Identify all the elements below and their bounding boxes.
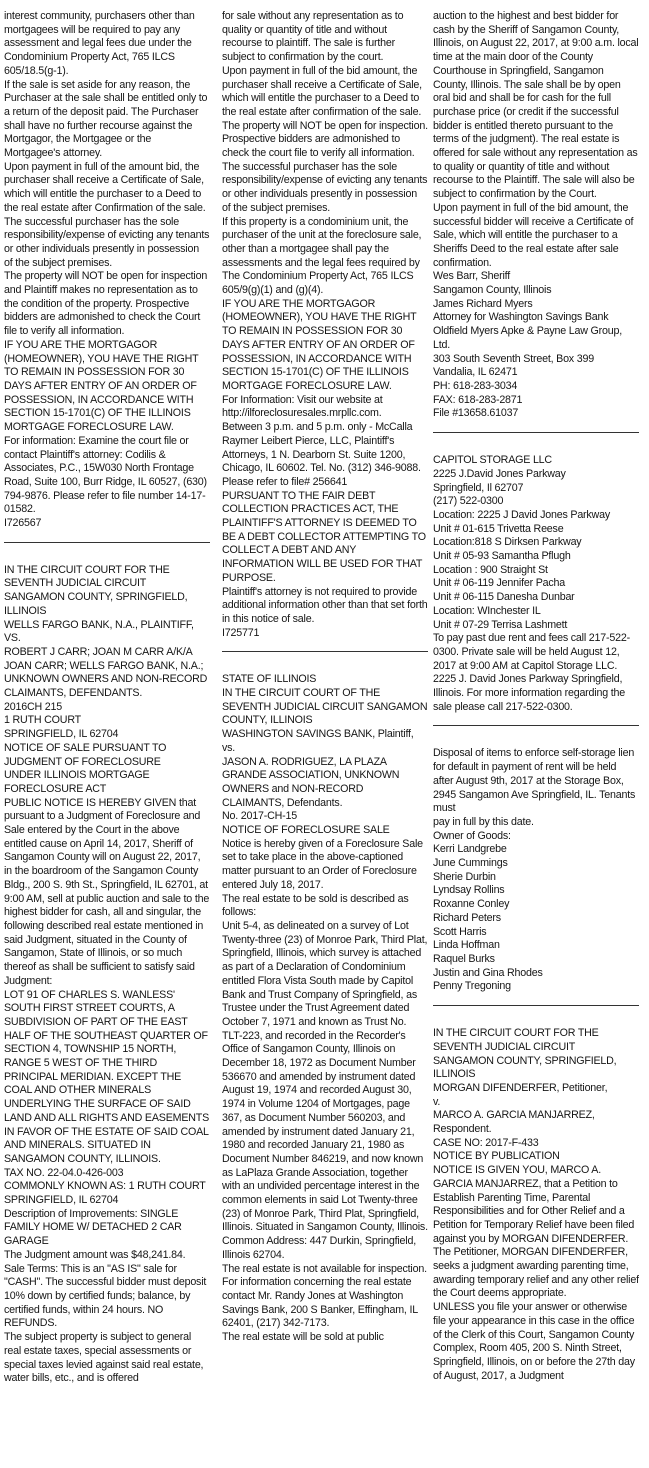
notice-paragraph: Location: WInchester IL [433,604,541,617]
notice-paragraph: Linda Hoffman [433,939,500,952]
notice-paragraph: 1 RUTH COURT [4,714,81,727]
notice-paragraph: PH: 618-283-3034 [433,379,518,392]
notice-paragraph: Kerri Landgrebe [433,843,507,856]
notice-paragraph: Location:818 S Dirksen Parkway [433,536,582,549]
notice-paragraph: NOTICE IS GIVEN YOU, MARCO A. GARCIA MANJARREZ, that a Petition to Establish Parenting Time, Parental Responsibilities and for Other Relief and a Petition for Temporary Relief have been filed against you by MORGAN DIFENDERFER. The Petitioner, MORGAN DIFENDERFER, seeks a judgment awarding parenting time, awarding temporary relief and any other relief the Court deems appropriate. [433,1164,639,1300]
notice-paragraph: Between 3 p.m. and 5 p.m. only - McCalla Raymer Leibert Pierce, LLC, Plaintiff's Attorneys, 1 N. Dearborn St. Suite 1200, Chicago, IL 60602. Tel. No. (312) 346-9088. Please refer to file# 256641 [222,421,421,488]
notice-paragraph: I725771 [222,626,260,639]
column-3 [433,10,639,1468]
notice-paragraph: 303 South Seventh Street, Box 399 [433,352,594,365]
notice-paragraph: Upon payment in full of the bid amount, the successful bidder will receive a Certificate of Sale, which will entitle the purchaser to a Sheriffs Deed to the real estate after sale confirmation. [433,201,634,269]
notice-paragraph: Unit # 07-29 Terrisa Lashmett [433,618,568,631]
legal-notice [4,564,210,1386]
notice-paragraph: IF YOU ARE THE MORTGAGOR (HOMEOWNER), YOU HAVE THE RIGHT TO REMAIN IN POSSESSION FOR 30 DAYS AFTER ENTRY OF AN ORDER OF POSSESSION, IN ACCORDANCE WITH SECTION 15-1701(C) OF THE ILLINOIS MORTGAGE FORECLOSURE LAW. [4,338,199,434]
notice-paragraph: Unit 5-4, as delineated on a survey of Lot Twenty-three (23) of Monroe Park, Third Plat, Springfield, Illinois, which survey is attached as part of a Declaration of Condominium entitled Flora Vista South made by Capitol Bank and Trust Company of Springfield, as Trustee under the Trust Agreement dated October 7, 1971 and known as Trust No. TLT-223, and recorded in the Recorder's Office of Sangamon County, Illinois on December 18, 1972 as Document Number 536670 and amended by instrument dated August 19, 1974 and recorded August 30, 1974 in Volume 1204 of Mortgages, page 367, as Document Number 560203, and amended by instrument dated January 21, 1980 and recorded January 21, 1980 as Document Number 846219, and now known as LaPlaza Grande Association, together with an undivided percentage interest in the common elements in said Lot Twenty-three (23) of Monroe Park, Third Plat, Springfield, Illinois. Situated in Sangamon County, Illinois. [222,920,428,1234]
notice-paragraph: COMMONLY KNOWN AS: 1 RUTH COURT SPRINGFIELD, IL 62704 [4,1180,206,1207]
notice-paragraph: 2016CH 215 [4,700,63,713]
notice-divider [4,542,210,543]
notice-paragraph: MARCO A. GARCIA MANJARREZ, Respondent. [433,1109,595,1136]
notice-paragraph: The subject property is subject to general real estate taxes, special assessments or special taxes levied against said real estate, water bills, etc., and is offered [4,1331,204,1385]
notice-paragraph: 2225 J.David Jones Parkway [433,467,566,480]
legal-notice [4,10,210,531]
legal-notice [433,747,639,994]
notice-paragraph: TAX NO. 22-04.0-426-003 [4,1166,124,1179]
notice-paragraph: I726567 [4,517,42,530]
notice-paragraph: WASHINGTON SAVINGS BANK, Plaintiff, [222,728,414,741]
notice-paragraph: IN THE CIRCUIT COURT FOR THE SEVENTH JUDICIAL CIRCUIT [4,563,170,590]
notice-paragraph: (217) 522-0300 [433,495,504,508]
notice-paragraph: WELLS FARGO BANK, N.A., PLAINTIFF, [4,618,194,631]
notice-paragraph: The real estate will be sold at public [222,1331,384,1344]
notice-paragraph: IN THE CIRCUIT COURT OF THE SEVENTH JUDICIAL CIRCUIT SANGAMON COUNTY, ILLINOIS [222,687,428,727]
notice-paragraph: Unit # 06-115 Danesha Dunbar [433,591,575,604]
column-1 [4,10,210,1468]
notice-paragraph: Justin and Gina Rhodes [433,966,543,979]
notice-paragraph: STATE OF ILLINOIS [222,673,317,686]
notice-paragraph: IN THE CIRCUIT COURT FOR THE SEVENTH JUDICIAL CIRCUIT [433,1027,599,1053]
notice-paragraph: Sangamon County, Illinois [433,284,552,297]
notice-paragraph: File #13658.61037 [433,407,519,420]
notice-paragraph: Springfield, Il 62707 [433,481,524,494]
notice-paragraph: Lyndsay Rollins [433,884,505,897]
notice-paragraph: JASON A. RODRIGUEZ, LA PLAZA GRANDE ASSOCIATION, UNKNOWN OWNERS and NON-RECORD CLAIMANTS, Defendants. [222,755,400,809]
notice-paragraph: For information: Examine the court file or contact Plaintiff's attorney: Codilis & Associates, P.C., 15W030 North Frontage Road, Suite 100, Burr Ridge, IL 60527, (630) 794-9876. Please refer to file number 14-17-01582. [4,434,207,516]
legal-notice [222,673,428,1344]
notice-paragraph: UNDER ILLINOIS MORTGAGE FORECLOSURE ACT [4,769,150,795]
notice-paragraph: The successful purchaser has the sole responsibility/expense of evicting any tenants or other individuals presently in possession of the subject premises. [222,160,428,214]
notice-paragraph: SANGAMON COUNTY, SPRINGFIELD, ILLINOIS [4,591,188,617]
column-2 [222,10,428,1468]
notice-paragraph: The real estate to be sold is described as follows: [222,892,409,919]
notice-paragraph: The Judgment amount was $48,241.84. [4,1248,186,1261]
notice-paragraph: Sale Terms: This is an "AS IS" sale for "CASH". The successful bidder must deposit 10% down by certified funds; balance, by certified funds, within 24 hours. NO REFUNDS. [4,1262,207,1330]
notice-paragraph: Penny Tregoning [433,980,511,993]
notice-paragraph: SPRINGFIELD, IL 62704 [4,728,119,741]
notice-paragraph: VS. [4,632,21,645]
notice-paragraph: NOTICE OF FORECLOSURE SALE [222,824,390,837]
notice-paragraph: Unit # 05-93 Samantha Pflugh [433,550,571,563]
notice-paragraph: ROBERT J CARR; JOAN M CARR A/K/A JOAN CARR; WELLS FARGO BANK, N.A.; UNKNOWN OWNERS AND NON-RECORD CLAIMANTS, DEFENDANTS. [4,645,208,700]
notice-paragraph: Upon payment in full of the bid amount, the purchaser shall receive a Certificate of Sale, which will entitle the purchaser to a Deed to the real estate after confirmation of the sale. [222,64,422,118]
notice-paragraph: NOTICE BY PUBLICATION [433,1150,560,1163]
notice-paragraph: MORGAN DIFENDERFER, Petitioner, [433,1081,608,1094]
notice-paragraph: Unit # 06-119 Jennifer Pacha [433,577,566,590]
notice-paragraph: Notice is hereby given of a Foreclosure Sale set to take place in the above-captioned matter pursuant to an Order of Foreclosure entered July 18, 2017. [222,837,423,891]
notice-paragraph: Scott Harris [433,925,487,938]
notice-paragraph: v. [433,1095,441,1108]
notice-paragraph: FAX: 618-283-2871 [433,393,523,406]
notice-paragraph: UNLESS you file your answer or otherwise file your appearance in this case in the office of the Clerk of this Court, Sangamon County Complex, Room 405, 200 S. Ninth Street, Springfield, Illinois, on or before the 27th day of August, 2017, a Judgment [433,1301,635,1382]
notice-paragraph: Unit # 01-615 Trivetta Reese [433,522,564,535]
legal-notice [222,10,428,640]
notice-paragraph: Sherie Durbin [433,870,496,883]
notice-paragraph: auction to the highest and best bidder for cash by the Sheriff of Sangamon County, Illinois, on August 22, 2017, at 9:00 a.m. local time at the main door of the County Courthouse in Springfield, Sangamon County, Illinois. The sale shall be by open oral bid and shall be for cash for the full purchase price (or credit if the successful bidder is entitled thereto pursuant to the terms of the judgment). The real estate is offered for sale without any representation as to quality or quantity of title and without recourse to the Plaintiff. The sale will also be subject to confirmation by the Court. [433,10,639,201]
legal-notice [433,1027,639,1383]
notice-paragraph: PUBLIC NOTICE IS HEREBY GIVEN that pursuant to a Judgment of Foreclosure and Sale entered by the Court in the above entitled cause on April 14, 2017, Sheriff of Sangamon County will on August 22, 2017, in the boardroom of the Sangamon County Bldg., 200 S. 9th St., Springfield, IL 62701, at 9:00 AM, sell at public auction and sale to the highest bidder for cash, all and singular, the following described real estate mentioned in said Judgment, situated in the County of Sangamon, State of Illinois, or so much thereof as shall be sufficient to satisfy said Judgment: [4,796,210,987]
notice-paragraph: No. 2017-CH-15 [222,810,298,823]
notice-paragraph: For Information: Visit our website at http://ilforeclosuresales.mrpllc.com. [222,393,383,420]
notice-paragraph: Owner of Goods: [433,829,511,842]
notice-paragraph: Location: 2225 J David Jones Parkway [433,508,610,521]
notice-paragraph: Disposal of items to enforce self-storage lien for default in payment of rent will be held after August 9th, 2017 at the Storage Box, 2945 Sangamon Ave Springfield, IL. Tenants must [433,747,636,815]
notice-paragraph: PURSUANT TO THE FAIR DEBT COLLECTION PRACTICES ACT, THE PLAINTIFF'S ATTORNEY IS DEEMED TO BE A DEBT COLLECTOR ATTEMPTING TO COLLECT A DEBT AND ANY INFORMATION WILL BE USED FOR THAT PURPOSE. [222,489,426,584]
notice-divider [222,651,428,652]
notice-paragraph: Location : 900 Straight St [433,563,548,576]
notice-paragraph: Upon payment in full of the amount bid, the purchaser shall receive a Certificate of Sale, which will entitle the purchaser to a Deed to the real estate after Confirmation of the sale. The successful purchaser has the sole responsibility/expense of evicting any tenants or other individuals presently in possession of the subject premises. [4,160,210,269]
legal-notice [433,454,639,714]
notice-paragraph: pay in full by this date. [433,815,534,828]
notice-paragraph: NOTICE OF SALE PURSUANT TO JUDGMENT OF FORECLOSURE [4,741,167,768]
notice-paragraph: To pay past due rent and fees call 217-522-0300. Private sale will be held August 12, 2017 at 9:00 AM at Capitol Storage LLC. 2225 J. David Jones Parkway Springfield, Illinois. For more information regarding the sale please call 217-522-0300. [433,632,630,713]
notice-paragraph: Plaintiff's attorney is not required to provide additional information other than that set forth in this notice of sale. [222,585,428,625]
notice-paragraph: Richard Peters [433,911,501,924]
notice-paragraph: LOT 91 OF CHARLES S. WANLESS' SOUTH FIRST STREET COURTS, A SUBDIVISION OF PART OF THE EAST HALF OF THE SOUTHEAST QUARTER OF SECTION 4, TOWNSHIP 15 NORTH, RANGE 5 WEST OF THE THIRD PRINCIPAL MERIDIAN. EXCEPT THE COAL AND OTHER MINERALS UNDERLYING THE SURFACE OF SAID LAND AND ALL RIGHTS AND EASEMENTS IN FAVOR OF THE ESTATE OF SAID COAL AND MINERALS. SITUATED IN SANGAMON COUNTY, ILLINOIS. [4,988,210,1165]
notice-paragraph: Vandalia, IL 62471 [433,366,518,379]
notice-paragraph: Common Address: 447 Durkin, Springfield, Illinois 62704. [222,1235,416,1261]
notice-paragraph: Roxanne Conley [433,898,510,911]
legal-notice [433,10,639,421]
notice-paragraph: for sale without any representation as to quality or quantity of title and without recourse to plaintiff. The sale is further subject to confirmation by the court. [222,10,404,64]
notice-paragraph: IF YOU ARE THE MORTGAGOR (HOMEOWNER), YOU HAVE THE RIGHT TO REMAIN IN POSSESSION FOR 30 DAYS AFTER ENTRY OF AN ORDER OF POSSESSION, IN ACCORDANCE WITH SECTION 15-1701(C) OF THE ILLINOIS MORTGAGE FORECLOSURE LAW. [222,297,417,392]
notice-paragraph: If this property is a condominium unit, the purchaser of the unit at the foreclosure sale, other than a mortgagee shall pay the assessments and the legal fees required by The Condominium Property Act, 765 ILCS 605/9(g)(1) and (g)(4). [222,215,422,297]
notice-paragraph: Description of Improvements: SINGLE FAMILY HOME W/ DETACHED 2 CAR GARAGE [4,1207,182,1248]
notice-paragraph: CASE NO: 2017-F-433 [433,1136,539,1149]
notice-paragraph: The property will NOT be open for inspection. Prospective bidders are admonished to check the court file to verify all information. [222,119,428,160]
notice-paragraph: June Cummings [433,857,508,870]
notice-paragraph: The property will NOT be open for inspection and Plaintiff makes no representation as to the condition of the property. Prospective bidders are admonished to check the Court file to verify all information. [4,270,208,338]
notice-paragraph: If the sale is set aside for any reason, the Purchaser at the sale shall be entitled only to a return of the deposit paid. The Purchaser shall have no further recourse against the Mortgagor, the Mortgagee or the Mortgagee's attorney. [4,78,208,160]
notice-paragraph: interest community, purchasers other than mortgagees will be required to pay any assessment and legal fees due under the Condominium Property Act, 765 ILCS 605/18.5(g-1). [4,10,195,77]
notice-paragraph: Raquel Burks [433,953,495,965]
notice-paragraph: vs. [222,741,236,754]
notice-divider [433,725,639,726]
notice-paragraph: Attorney for Washington Savings Bank [433,311,609,324]
notice-paragraph: James Richard Myers [433,297,533,310]
notice-paragraph: Oldfield Myers Apke & Payne Law Group, Ltd. [433,325,623,351]
notice-paragraph: CAPITOL STORAGE LLC [433,454,552,467]
notice-paragraph: Wes Barr, Sheriff [433,270,510,283]
notice-paragraph: SANGAMON COUNTY, SPRINGFIELD, ILLINOIS [433,1054,617,1081]
notice-divider [433,432,639,433]
notice-divider [433,1005,639,1006]
notice-paragraph: The real estate is not available for inspection. For information concerning the real estate contact Mr. Randy Jones at Washington Savings Bank, 200 S Banker, Effingham, IL 62401, (217) 342-7173. [222,1262,427,1330]
